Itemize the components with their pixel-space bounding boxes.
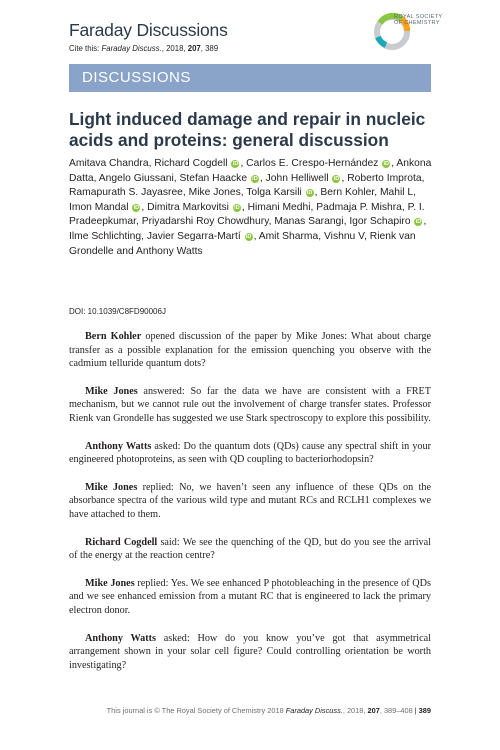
footer-pages: , 389–408	[379, 706, 413, 715]
author-name: Mike Jones	[188, 187, 241, 199]
author-list: Amitava Chandra, Richard Cogdell iD , Carlos E. Crespo-Hernández iD , Ankona Datta, Angelo Giussani, Stefan Haacke iD , John Helliwell iD , Roberto Improta, Ramapurath S. Jayasree, Mike Jones, Tolga Karsili iD , Bern Kohler, Mahil L, Imon Mandal iD , Dimitra Markovitsi iD , Himani Medhi, Padmaja P. Mishra, P. I. Pradeepkumar, Priyadarshi Roy Chowdhury, Manas Sarangi, Igor Schapiro iD , Ilme Schlichting, Javier Segarra-Martí iD , Amit Sharma, Vishnu V, Rienk van Grondelle and Anthony Watts	[69, 158, 432, 257]
author-name: Igor Schapiro	[349, 216, 411, 228]
discussion-paragraph	[69, 536, 431, 563]
page-number: 389	[418, 706, 431, 715]
author-name: Mahil L	[379, 187, 414, 199]
discussion-text: replied: No, we haven’t seen any influence of these QDs on the absorbance spectra of the various wild type and mutant RCs and RCLH1 complexes we have attached to them.	[69, 481, 432, 520]
discussion-paragraph	[69, 577, 431, 618]
author-name: Amitava Chandra	[69, 158, 149, 169]
citation-line	[69, 44, 218, 53]
speaker-name: Anthony Watts	[85, 440, 152, 452]
author-name: Ramapurath S. Jayasree	[69, 187, 183, 199]
author-name: Imon Mandal	[69, 201, 129, 213]
discussion-body	[69, 330, 431, 686]
orcid-icon[interactable]: iD	[234, 204, 240, 211]
discussion-paragraph	[69, 385, 431, 426]
author-name: Amit Sharma	[258, 230, 319, 242]
author-name: Javier Segarra-Martí	[146, 230, 241, 242]
orcid-icon[interactable]: iD	[245, 233, 252, 240]
orcid-icon[interactable]: iD	[333, 175, 340, 182]
citation-volume: 207	[187, 44, 201, 53]
author-name: Dimitra Markovitsi	[147, 201, 229, 213]
speaker-name: Mike Jones	[85, 385, 138, 397]
speaker-name: Bern Kohler	[85, 331, 142, 342]
author-name: Himani Medhi	[247, 201, 311, 213]
citation-year: , 2018,	[161, 44, 188, 53]
footer-journal: Faraday Discuss.	[285, 706, 343, 715]
discussion-text: opened discussion of the paper by Mike Jones: What about charge transfer as a possible explanation for the emission quenching you observe with the cadmium telluride quantum dots?	[69, 331, 431, 370]
author-name: Manas Sarangi	[274, 216, 344, 228]
article-title: Light induced damage and repair in nucleic acids and proteins: general discussion	[69, 109, 426, 150]
rsc-logo-line2: OF CHEMISTRY	[394, 20, 440, 27]
author-name: Padmaja P. Mishra	[316, 201, 402, 213]
orcid-icon[interactable]: iD	[306, 190, 313, 197]
citation-prefix: Cite this:	[69, 44, 102, 53]
discussion-text: asked: How do you know you’ve got that asymmetrical arrangement shown in your solar cell figure? Could controlling orientation be worth investigating?	[69, 632, 432, 671]
journal-name: Faraday Discussions	[69, 20, 228, 40]
page-footer	[69, 706, 431, 715]
author-name: Ilme Schlichting	[69, 230, 142, 242]
author-name: Carlos E. Crespo-Hernández	[246, 158, 379, 169]
footer-separator: |	[414, 706, 417, 715]
orcid-icon[interactable]: iD	[252, 175, 258, 182]
discussion-paragraph	[69, 481, 431, 522]
citation-pages: , 389	[200, 44, 219, 53]
rsc-logo-line1: ROYAL SOCIETY	[394, 14, 443, 20]
discussion-text: answered: So far the data we have are consistent with a FRET mechanism, but we cannot rule out the involvement of charge transfer states. Professor Rienk van Grondelle has suggested we use Stark spectroscopy to explore this possibility.	[69, 385, 431, 424]
footer-volume: 207	[367, 706, 380, 715]
author-name: John Helliwell	[265, 172, 329, 184]
doi-line[interactable]: DOI: 10.1039/C8FD90006J	[69, 307, 166, 316]
author-name: Bern Kohler	[320, 187, 375, 199]
author-name: Rienk van Grondelle	[69, 230, 416, 257]
orcid-icon[interactable]: iD	[232, 161, 239, 167]
author-name: Ankona Datta	[69, 158, 432, 184]
orcid-icon[interactable]: iD	[383, 161, 389, 167]
author-name: Priyadarshi Roy Chowdhury	[141, 216, 269, 228]
author-name: Richard Cogdell	[154, 158, 228, 169]
section-label: DISCUSSIONS	[82, 69, 191, 86]
section-banner	[69, 64, 431, 92]
author-name: Roberto Improta	[347, 172, 422, 184]
discussion-text: replied: Yes. We see enhanced P photobleaching in the presence of QDs and we see enhanced emission from a mutant RC that is engineered to lack the primary electron donor.	[69, 577, 431, 616]
discussion-paragraph	[69, 632, 431, 673]
discussion-paragraph	[69, 330, 431, 371]
footer-year: , 2018,	[342, 706, 368, 715]
speaker-name: Richard Cogdell	[85, 536, 158, 548]
author-name: Tolga Karsili	[246, 187, 302, 199]
discussion-text: said: We see the quenching of the QD, but do you see the arrival of the energy at the reaction centre?	[69, 536, 431, 562]
author-name: Stefan Haacke	[179, 172, 248, 184]
speaker-name: Mike Jones	[85, 577, 135, 589]
orcid-icon[interactable]: iD	[133, 204, 140, 211]
orcid-icon[interactable]: iD	[415, 219, 422, 226]
speaker-name: Anthony Watts	[85, 632, 156, 644]
discussion-text: asked: Do the quantum dots (QDs) cause any spectral shift in your engineered photoproteins, as seen with QD coupling to bacteriorhodopsin?	[69, 440, 432, 466]
author-name: Vishnu V	[323, 230, 365, 242]
author-name: P. I. Pradeepkumar	[69, 201, 425, 228]
discussion-paragraph	[69, 440, 431, 467]
author-name: Angelo Giussani	[98, 172, 174, 184]
author-name: Anthony Watts	[136, 245, 203, 257]
citation-journal: Faraday Discuss.	[101, 44, 162, 53]
footer-copyright: This journal is © The Royal Society of Chemistry 2018	[106, 706, 286, 715]
rsc-logo-text	[394, 14, 442, 27]
speaker-name: Mike Jones	[85, 481, 138, 493]
